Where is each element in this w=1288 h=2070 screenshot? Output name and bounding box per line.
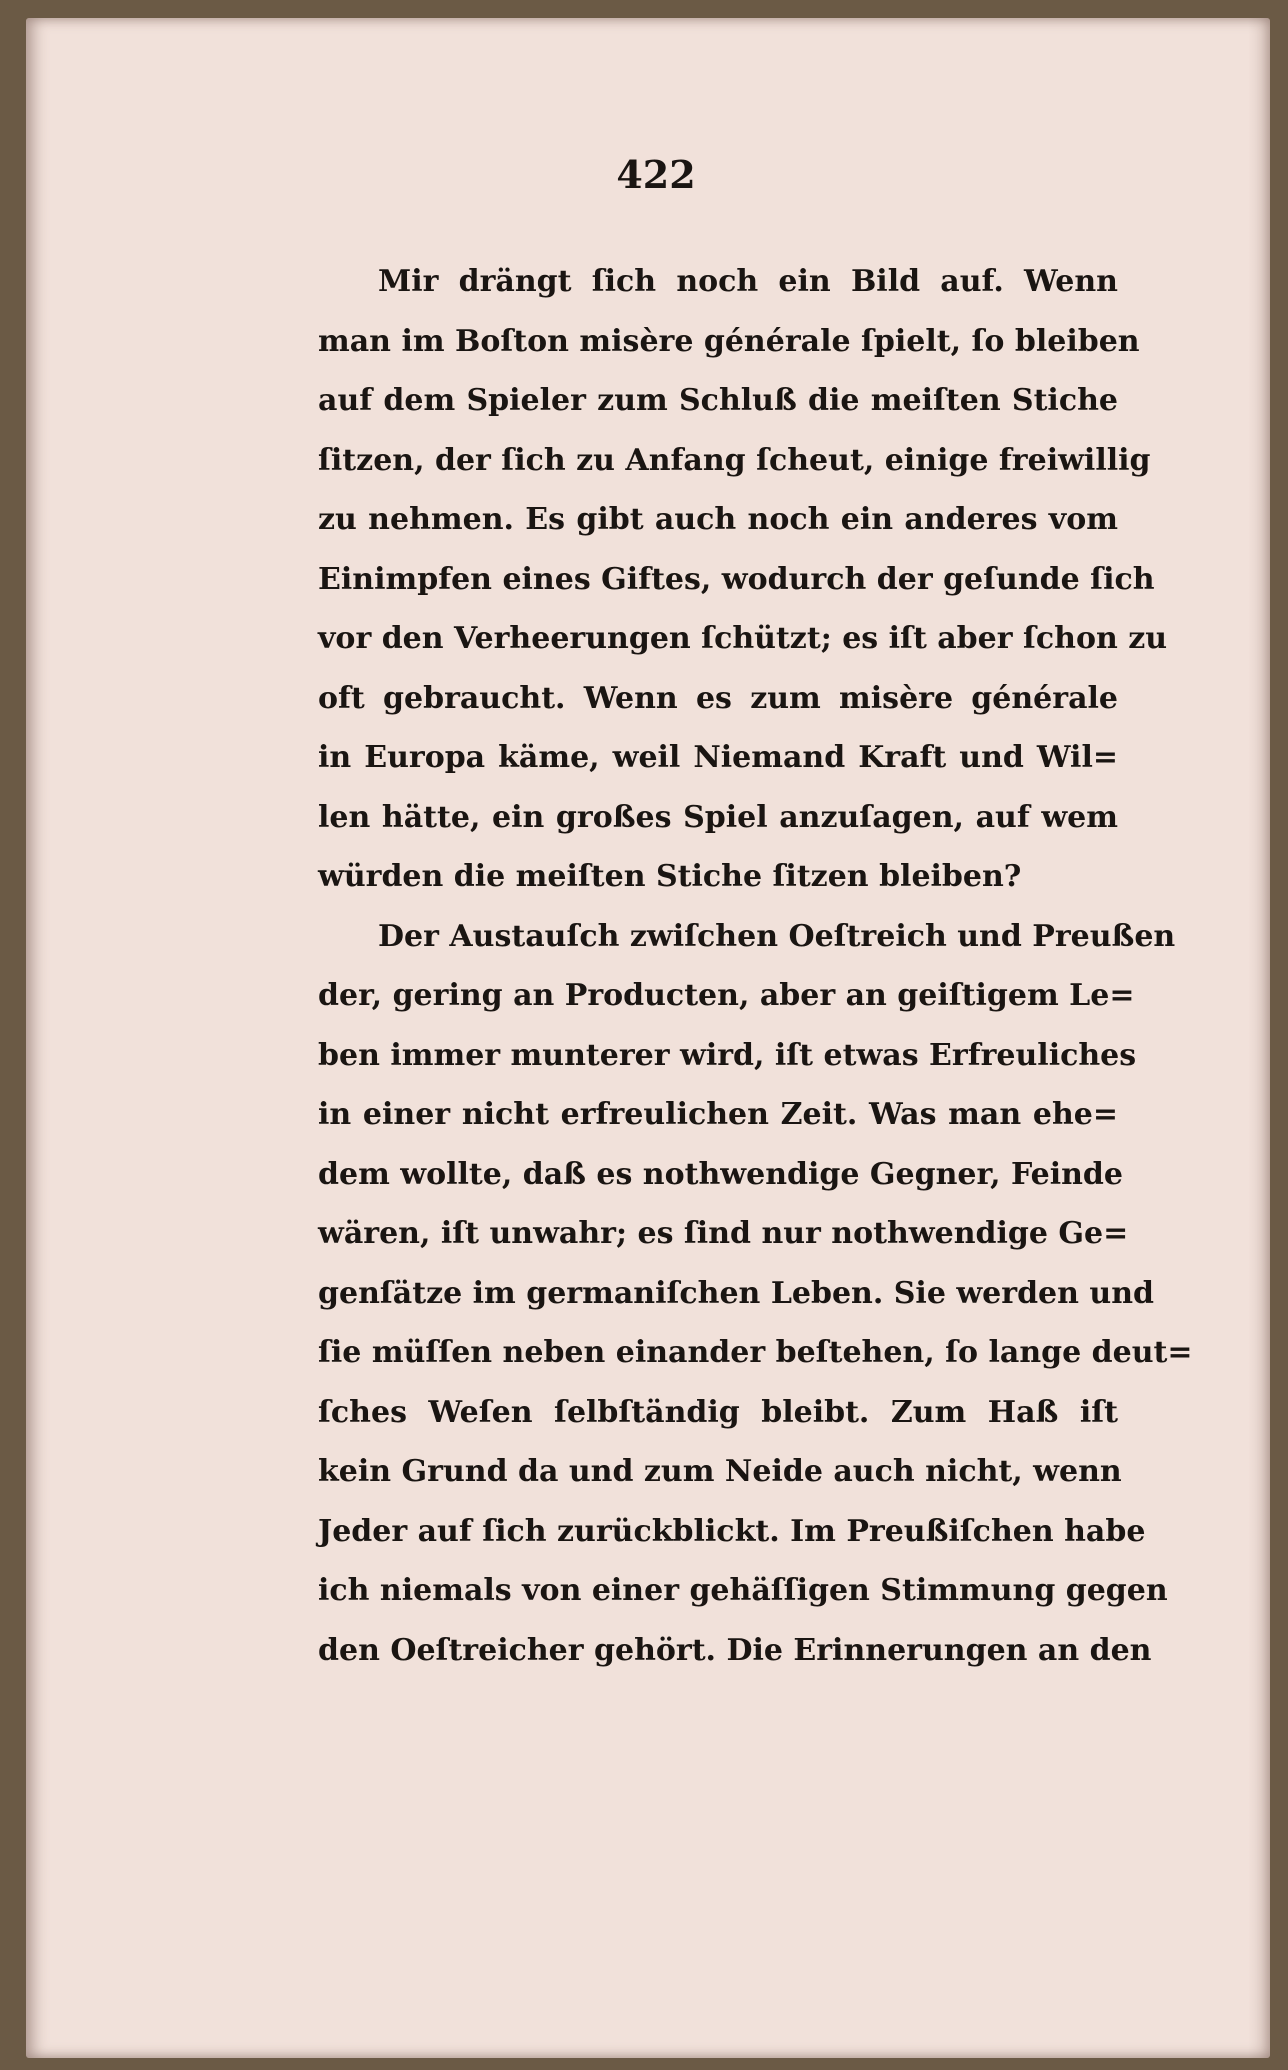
text-line: der, gering an Producten, aber an geiſtigem Le=	[318, 978, 1135, 1013]
page-number: 422	[616, 152, 696, 197]
text-line: genſätze im germaniſchen Leben. Sie werden und	[318, 1275, 1154, 1311]
body-text	[318, 252, 1193, 1680]
text-line: den Oeſtreicher gehört. Die Erinnerungen an den	[318, 1632, 1152, 1668]
text-line: würden die meiſten Stiche ſitzen bleiben?	[318, 859, 1022, 894]
text-line: in einer nicht erfreulichen Zeit. Was man ehe=	[318, 1097, 1118, 1132]
text-line: len hätte, ein großes Spiel anzuſagen, auf wem	[318, 799, 1118, 835]
text-line: auf dem Spieler zum Schluß die meiſten Stiche	[318, 383, 1118, 418]
text-line: dem wollte, daß es nothwendige Gegner, Feinde	[318, 1156, 1123, 1192]
text-line: ben immer munterer wird, iſt etwas Erfreuliches	[318, 1037, 1137, 1073]
text-line: man im Boſton misère générale ſpielt, ſo bleiben	[318, 323, 1140, 359]
page-edge-shadow	[1248, 18, 1270, 2058]
text-line: ich niemals von einer gehäſſigen Stimmung gegen	[318, 1573, 1168, 1608]
text-line: Einimpfen eines Giftes, wodurch der geſunde ſich	[318, 561, 1155, 597]
text-line: vor den Verheerungen ſchützt; es iſt aber ſchon zu	[318, 621, 1168, 656]
text-line: Der Austauſch zwiſchen Oeſtreich und Preußen	[378, 918, 1176, 954]
text-line: wären, iſt unwahr; es ſind nur nothwendige Ge=	[318, 1216, 1129, 1251]
text-line: Jeder auf ſich zurückblickt. Im Preußiſchen habe	[318, 1513, 1146, 1549]
text-line: oft gebraucht. Wenn es zum misère générale	[318, 680, 1118, 716]
text-line: ſches Weſen ſelbſtändig bleibt. Zum Haß iſt	[318, 1394, 1118, 1430]
text-line: kein Grund da und zum Neide auch nicht, wenn	[318, 1454, 1122, 1489]
text-line: in Europa käme, weil Niemand Kraft und Wil=	[318, 740, 1118, 775]
text-line: zu nehmen. Es gibt auch noch ein anderes vom	[318, 502, 1118, 537]
text-line: ſitzen, der ſich zu Anfang ſcheut, einige freiwillig	[318, 442, 1151, 478]
text-line: ſie müſſen neben einander beſtehen, ſo lange deut=	[318, 1335, 1193, 1370]
text-line: Mir drängt ſich noch ein Bild auf. Wenn	[378, 264, 1118, 299]
